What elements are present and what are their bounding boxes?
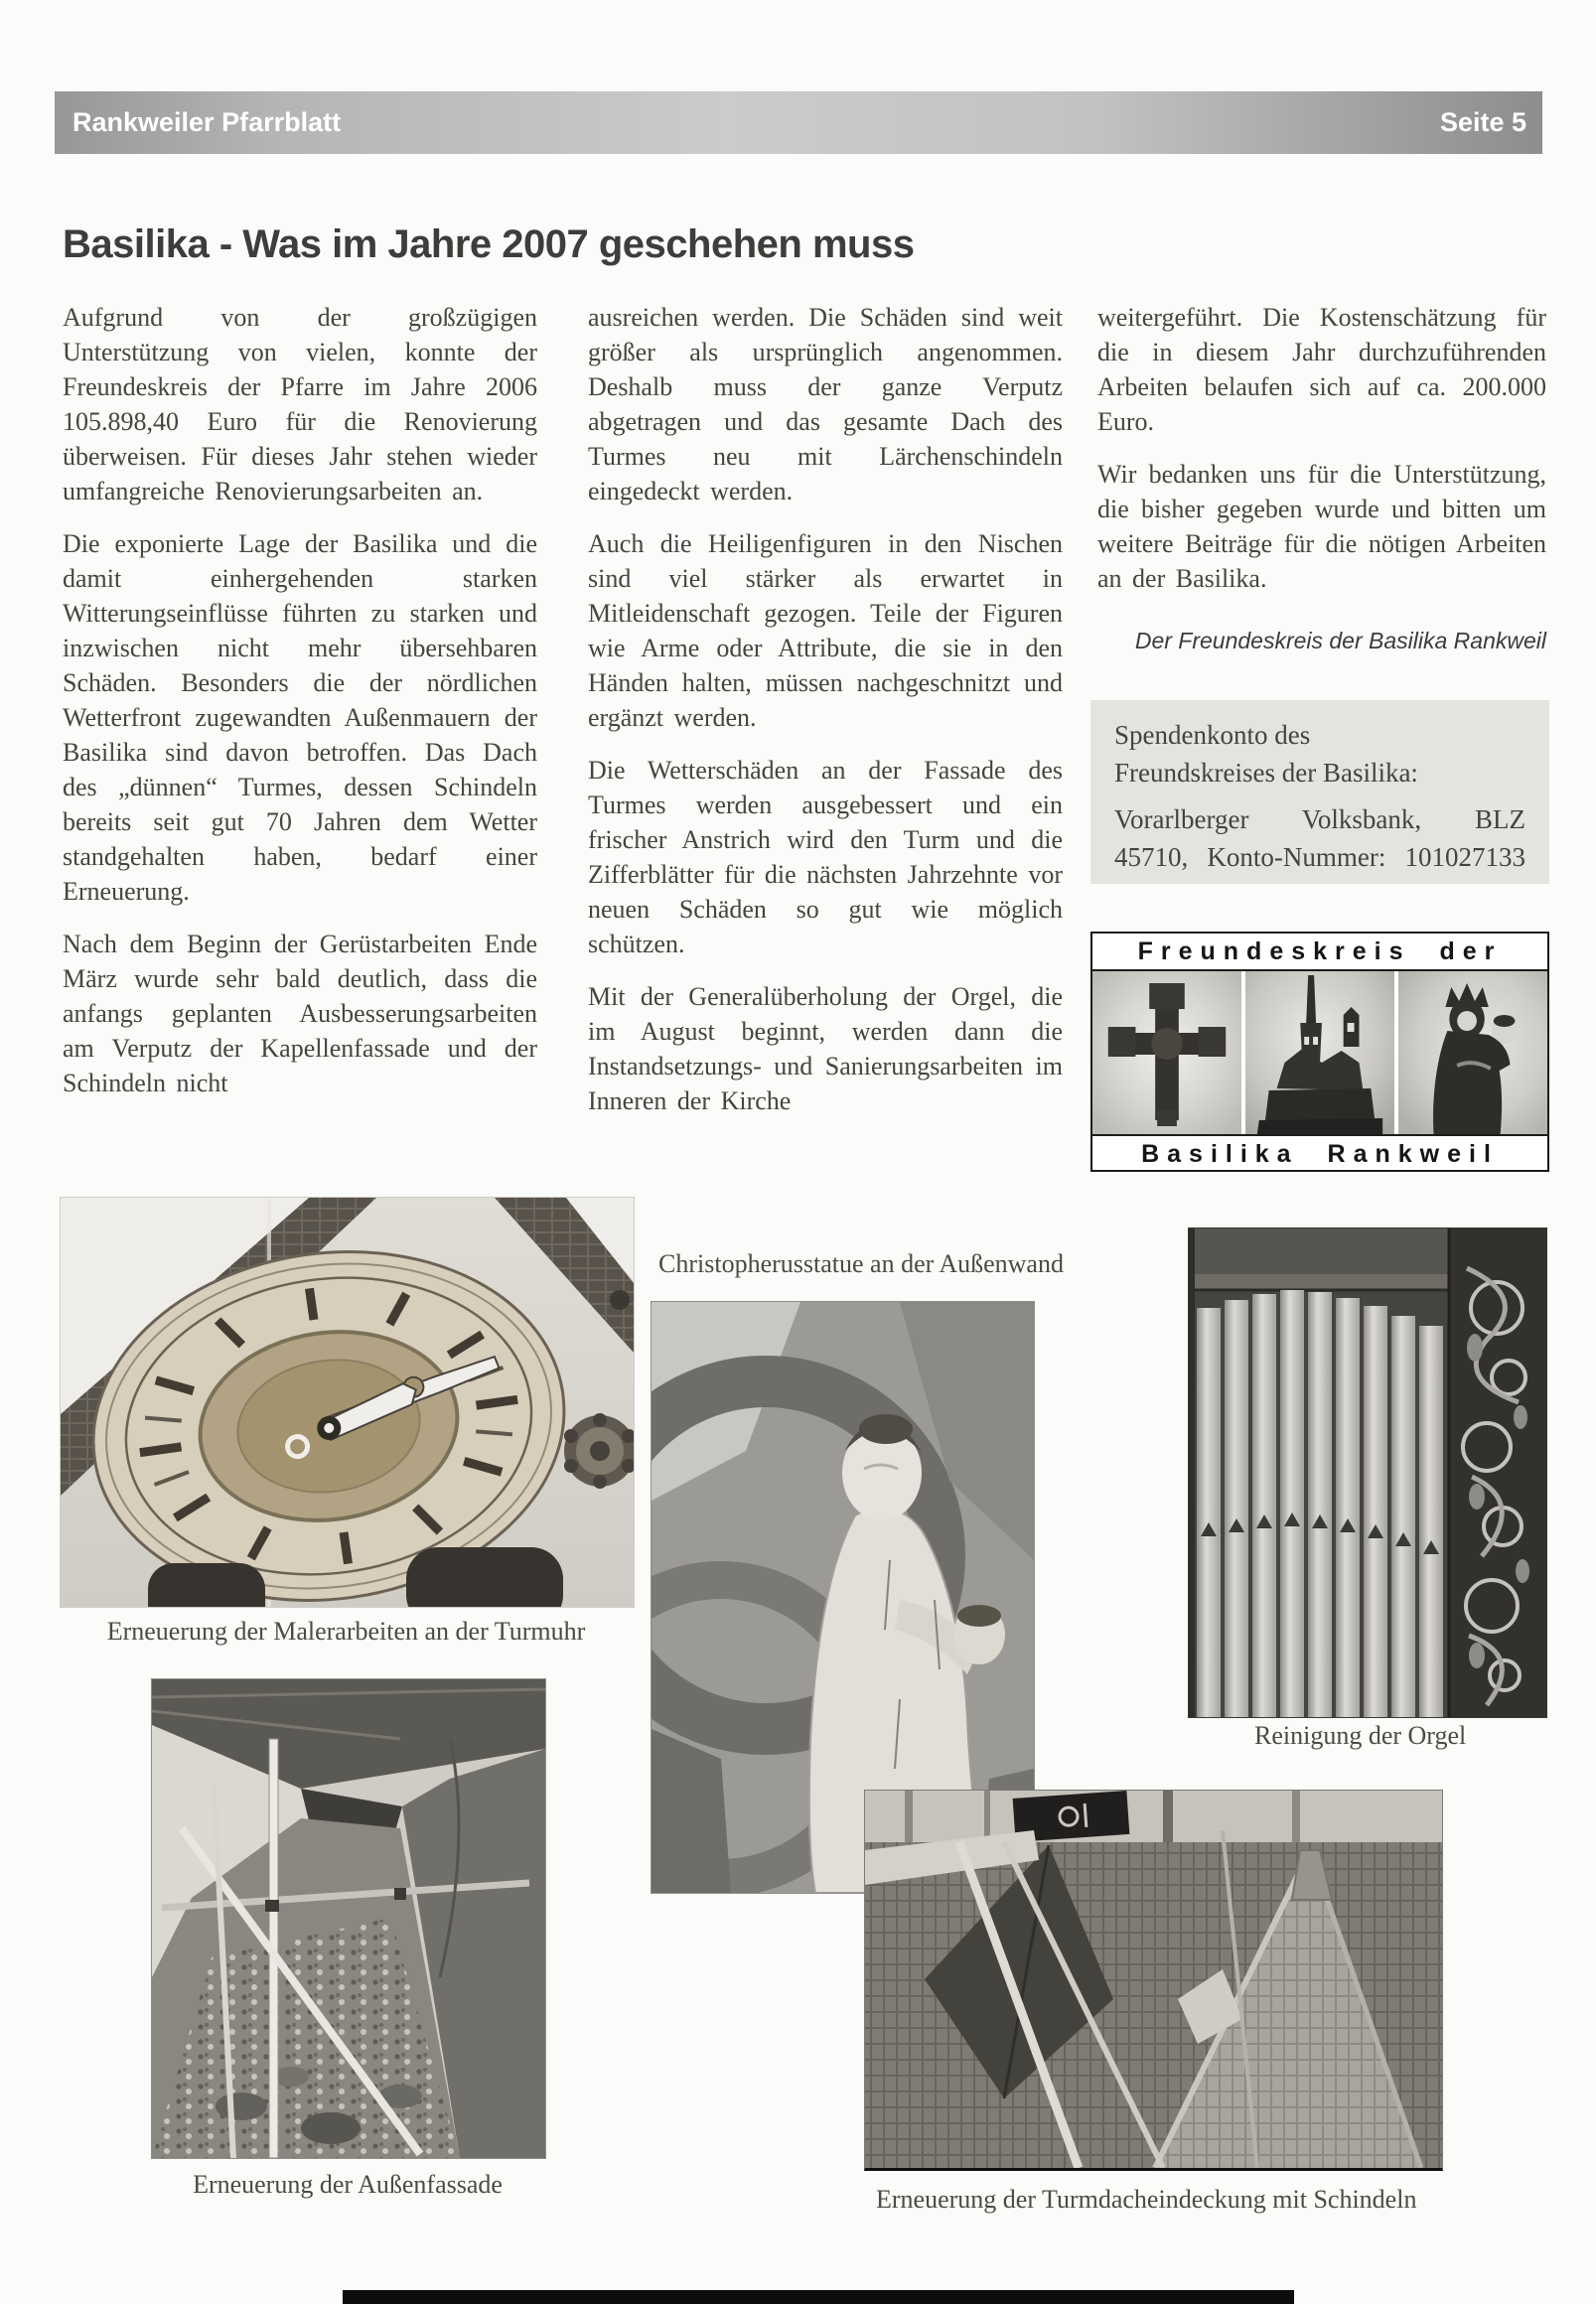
page-number: Seite 5 [1439, 107, 1526, 137]
madonna-icon [1398, 971, 1547, 1134]
cross-icon [1092, 971, 1241, 1134]
page-header-bar [55, 91, 1542, 154]
article-title: Basilika - Was im Jahre 2007 geschehen muss [63, 222, 915, 266]
body-paragraph: Auch die Heiligenfiguren in den Nischen sind viel stärker als erwartet in Mitleidenschaft gezogen. Teile der Figuren wie Arme oder Attribute, die sie in den Händen halten, müssen nachgeschnitzt und ergänzt werden. [588, 529, 1063, 732]
donation-bank-line: Vorarlberger Volksbank, BLZ [1114, 804, 1525, 834]
body-paragraph: Wir bedanken uns für die Unterstützung, die bisher gegeben wurde und bitten um weitere Beiträge für die nötigen Arbeiten an der Basilika. [1097, 460, 1546, 593]
donation-heading-line: Spendenkonto des [1114, 720, 1311, 750]
text-column-3 [1097, 300, 1546, 614]
spacer [1114, 792, 1525, 800]
text-column-1 [63, 300, 537, 1118]
donation-bank-line: 45710, Konto-Nummer: 101027133 [1114, 842, 1525, 872]
logo-top-label: Freundeskreis der [1092, 934, 1547, 971]
roof-photo-caption: Erneuerung der Turmdacheindeckung mit Schindeln [876, 2185, 1417, 2214]
facade-photo-caption: Erneuerung der Außenfassade [193, 2170, 503, 2199]
donation-heading-line: Freundskreises der Basilika: [1114, 758, 1418, 788]
body-paragraph: ausreichen werden. Die Schäden sind weit größer als ursprünglich angenommen. Deshalb muss der ganze Verputz abgetragen und das gesamte Dach des Turmes neu mit Lärchenschindeln eingedeckt werden. [588, 303, 1063, 505]
tower-clock-photo [60, 1197, 635, 1608]
body-paragraph: Die Wetterschäden an der Fassade des Turmes werden ausgebessert und ein frischer Anstrich wird den Turm und die Zifferblätter für die nächsten Jahrzehnte vor neuen Schäden so gut wie möglich schützen. [588, 756, 1063, 958]
basilica-icon [1245, 971, 1394, 1134]
body-paragraph: weitergeführt. Die Kostenschätzung für die in diesem Jahr durchzuführenden Arbeiten belaufen sich auf ca. 200.000 Euro. [1097, 303, 1546, 436]
clock-photo-caption: Erneuerung der Malerarbeiten an der Turmuhr [106, 1617, 586, 1646]
organ-pipes-photo [1188, 1227, 1547, 1718]
body-paragraph: Nach dem Beginn der Gerüstarbeiten Ende März wurde sehr bald deutlich, dass die anfangs geplanten Ausbesserungsarbeiten am Verputz der Kapellenfassade und der Schindeln nicht [63, 930, 537, 1097]
statue-photo-caption: Christopherusstatue an der Außenwand [658, 1249, 1064, 1278]
logo-bottom-label: Basilika Rankweil [1092, 1134, 1547, 1172]
roof-shingles-photo [864, 1790, 1443, 2171]
facade-scaffolding-photo [151, 1678, 546, 2159]
scan-artifact-bar [343, 2290, 1294, 2304]
organ-photo-caption: Reinigung der Orgel [1254, 1721, 1467, 1750]
body-paragraph: Mit der Generalüberholung der Orgel, die im August beginnt, werden dann die Instandsetzungs- und Sanierungsarbeiten im Inneren der Kirche [588, 982, 1063, 1115]
freundeskreis-logo-box [1090, 932, 1549, 1172]
donation-account-box [1090, 700, 1549, 884]
text-column-2 [588, 300, 1063, 1136]
logo-image-panels [1092, 971, 1547, 1134]
body-paragraph: Aufgrund von der großzügigen Unterstützung von vielen, konnte der Freundeskreis der Pfarre im Jahre 2006 105.898,40 Euro für die Renovierung überweisen. Für dieses Jahr stehen wieder umfangreiche Renovierungsarbeiten an. [63, 303, 537, 505]
body-paragraph: Die exponierte Lage der Basilika und die damit einhergehenden starken Witterungseinflüsse führten zu starken und inzwischen nicht mehr übersehbaren Schäden. Besonders die der nördlichen Wetterfront zugewandten Außenmauern der Basilika sind davon betroffen. Das Dach des „dünnen“ Turmes, dessen Schindeln bereits seit gut 70 Jahren dem Wetter standgehalten haben, bedarf einer Erneuerung. [63, 529, 537, 906]
publication-title: Rankweiler Pfarrblatt [73, 107, 342, 137]
article-signature: Der Freundeskreis der Basilika Rankweil [1134, 628, 1546, 653]
